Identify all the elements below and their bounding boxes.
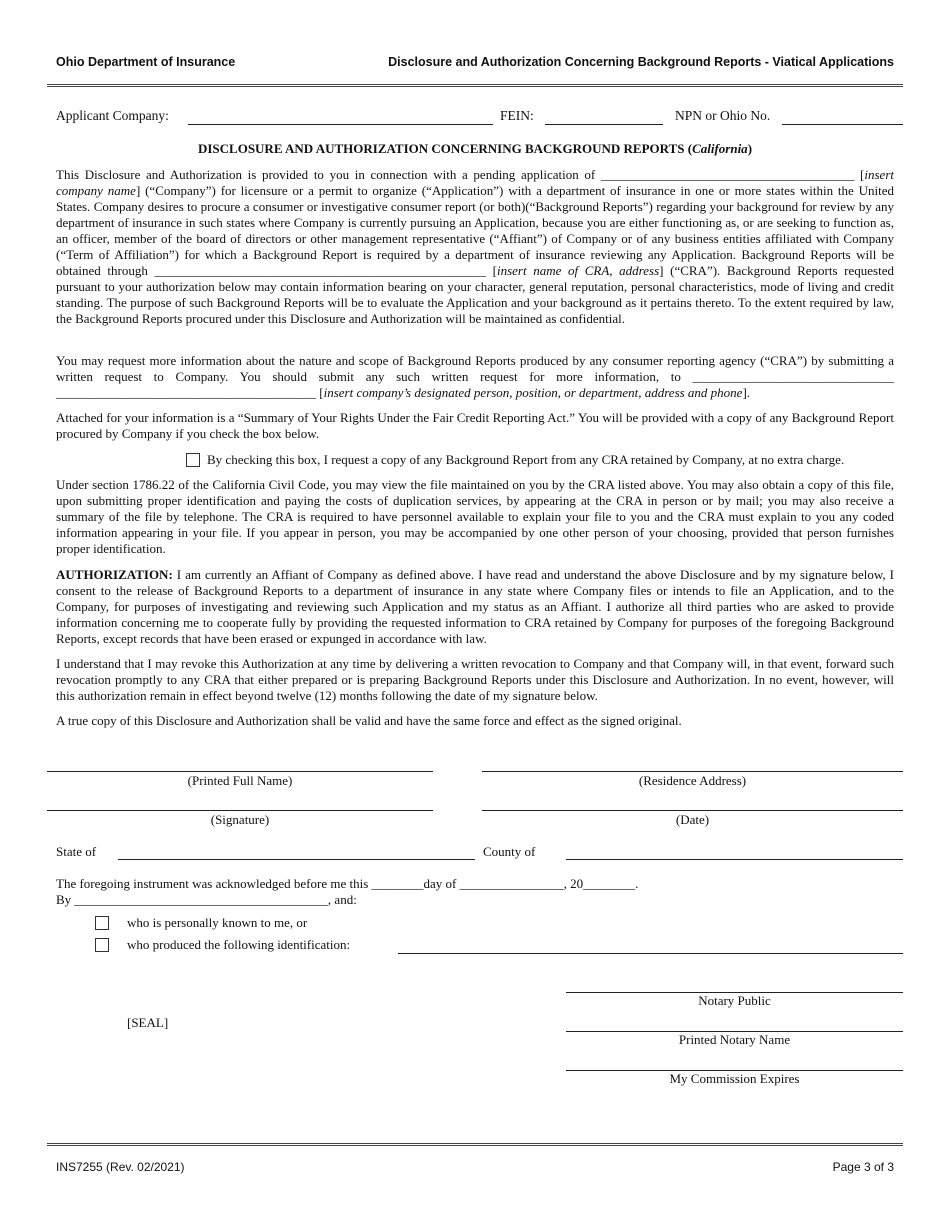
para2-b: ]. [742, 385, 751, 400]
residence-address-field[interactable] [482, 771, 903, 772]
notary-public-caption: Notary Public [698, 993, 771, 1008]
state-field[interactable] [118, 859, 475, 860]
copy-request-checkbox[interactable] [186, 453, 200, 467]
true-copy-paragraph: A true copy of this Disclosure and Authorization shall be valid and have the same force and effect as the signed original. [56, 713, 682, 728]
state-of-label: State of [56, 844, 97, 859]
header-agency: Ohio Department of Insurance [56, 55, 236, 69]
footer-divider [47, 1143, 903, 1144]
authorization-label: AUTHORIZATION: [56, 567, 173, 582]
commission-expires-caption: My Commission Expires [669, 1071, 800, 1086]
form-id: INS7255 (Rev. 02/2021) [56, 1160, 185, 1174]
fein-field[interactable] [545, 124, 663, 125]
para2-a: You may request more information about the nature and scope of Background Reports produced by any consumer reporting agency (“CRA”) by submitting a written request to Company. You should submit any such written request for more information, to _______________________________ ________________________________________ [ [56, 353, 894, 400]
authorization-paragraph [56, 567, 894, 647]
npn-field[interactable] [782, 124, 903, 125]
rights-summary-paragraph: Attached for your information is a “Summary of Your Rights Under the Fair Credit Reporting Act.” You will be provided with a copy of any Background Report procured by Company if you check the box below. [56, 410, 894, 441]
fein-label: FEIN: [500, 108, 534, 123]
authorization-text: I am currently an Affiant of Company as defined above. I have read and understand the above Disclosure and by my signature below, I consent to the release of Background Reports to a department of insurance in any state where Company files or intends to file an Application, and to the Company, for purposes of investigating and reviewing such Application and my status as an Affiant. I authorize all third parties who are asked to provide information concerning me to cooperate fully by providing the requested information to CRA retained by Company for purposes of the foregoing Background Reports, except records that have been erased or expunged in accordance with law. [56, 567, 894, 646]
date-caption: (Date) [675, 812, 710, 827]
revocation-paragraph: I understand that I may revoke this Authorization at any time by delivering a written revocation to Company and that Company will, in that event, forward such revocation promptly to any CRA that either prepared or is preparing Background Reports under this Disclosure and Authorization. In no event, however, will this authorization remain in effect beyond twelve (12) months following the date of my signature below. [56, 656, 894, 703]
personally-known-label: who is personally known to me, or [127, 915, 308, 930]
request-info-paragraph [56, 353, 894, 401]
signature-field[interactable] [47, 810, 433, 811]
footer-divider-2 [47, 1145, 903, 1146]
disclosure-paragraph [56, 167, 894, 327]
header-form-title: Disclosure and Authorization Concerning Background Reports - Viatical Applications [388, 55, 894, 69]
printed-name-caption: (Printed Full Name) [187, 773, 293, 788]
civil-code-paragraph: Under section 1786.22 of the California Civil Code, you may view the file maintained on you by the CRA listed above. You may also obtain a copy of this file, upon submitting proper identification and paying the costs of duplication services, by appearing at the CRA in person or by mail; you may also receive a summary of the file by telephone. The CRA is required to have personnel available to explain your file to you and the CRA must explain to you any coded information appearing in your file. If you appear in person, you may be accompanied by one other person of your choosing, provided that person furnishes proper identification. [56, 477, 894, 556]
page-number: Page 3 of 3 [832, 1160, 894, 1174]
county-of-label: County of [483, 844, 536, 859]
npn-label: NPN or Ohio No. [675, 108, 771, 123]
para1-b: ] (“Company”) for licensure or a permit to organize (“Application”) with a department of insurance in one or more states within the United States. Company desires to procure a consumer or investigative consumer report (or both)(“Background Reports”) regarding your background for review by any department of insurance in such states where Company is currently pursuing an Application, because you are either functioning as, or are seeking to function as, an officer, member of the board of directors or other management representative (“Affiant”) of Company or of any business entities affiliated with Company (“Term of Affiliation”) for which a Background Report is required by a department of insurance reviewing any Application. Background Reports will be obtained through ___________________________________________________ [ [56, 183, 895, 278]
county-field[interactable] [566, 859, 903, 860]
seal-label: [SEAL] [127, 1015, 169, 1030]
copy-request-label: By checking this box, I request a copy of any Background Report from any CRA retained by Company, at no extra charge. [207, 452, 845, 467]
printed-name-field[interactable] [47, 771, 433, 772]
produced-id-label: who produced the following identification: [127, 937, 351, 952]
para1-a: This Disclosure and Authorization is provided to you in connection with a pending application of _______________________________________ [ [56, 167, 865, 182]
para1-insert-cra: insert name of CRA, address [496, 263, 660, 278]
page-title [0, 141, 950, 157]
personally-known-checkbox[interactable] [95, 916, 109, 930]
para2-insert: insert company’s designated person, position, or department, address and phone [323, 385, 743, 400]
para1-c: ] (“CRA”). Background Reports requested pursuant to your authorization below may contain information bearing on your character, general reputation, personal characteristics, mode of living and credit standing. The purpose of such Background Reports will be to evaluate the Application and your background as it pertains thereto. To the extent required by law, the Background Reports procured under this Disclosure and Authorization will be maintained as confidential. [56, 263, 894, 326]
identification-field[interactable] [398, 953, 903, 954]
acknowledgement-line: The foregoing instrument was acknowledged before me this ________day of ________________, 20________. [56, 876, 639, 891]
title-main: DISCLOSURE AND AUTHORIZATION CONCERNING BACKGROUND REPORTS ( [197, 141, 693, 156]
date-field[interactable] [482, 810, 903, 811]
applicant-company-field[interactable] [188, 124, 493, 125]
applicant-company-label: Applicant Company: [56, 108, 169, 123]
printed-notary-name-caption: Printed Notary Name [678, 1032, 791, 1047]
residence-address-caption: (Residence Address) [638, 773, 747, 788]
signature-caption: (Signature) [210, 812, 270, 827]
para1-insert-company: insert company name [56, 167, 894, 198]
header-divider [47, 84, 903, 85]
title-state: California [692, 141, 748, 156]
title-close: ) [747, 141, 753, 156]
acknowledged-by-line: By _______________________________________, and: [56, 892, 357, 907]
produced-id-checkbox[interactable] [95, 938, 109, 952]
header-divider-2 [47, 86, 903, 87]
